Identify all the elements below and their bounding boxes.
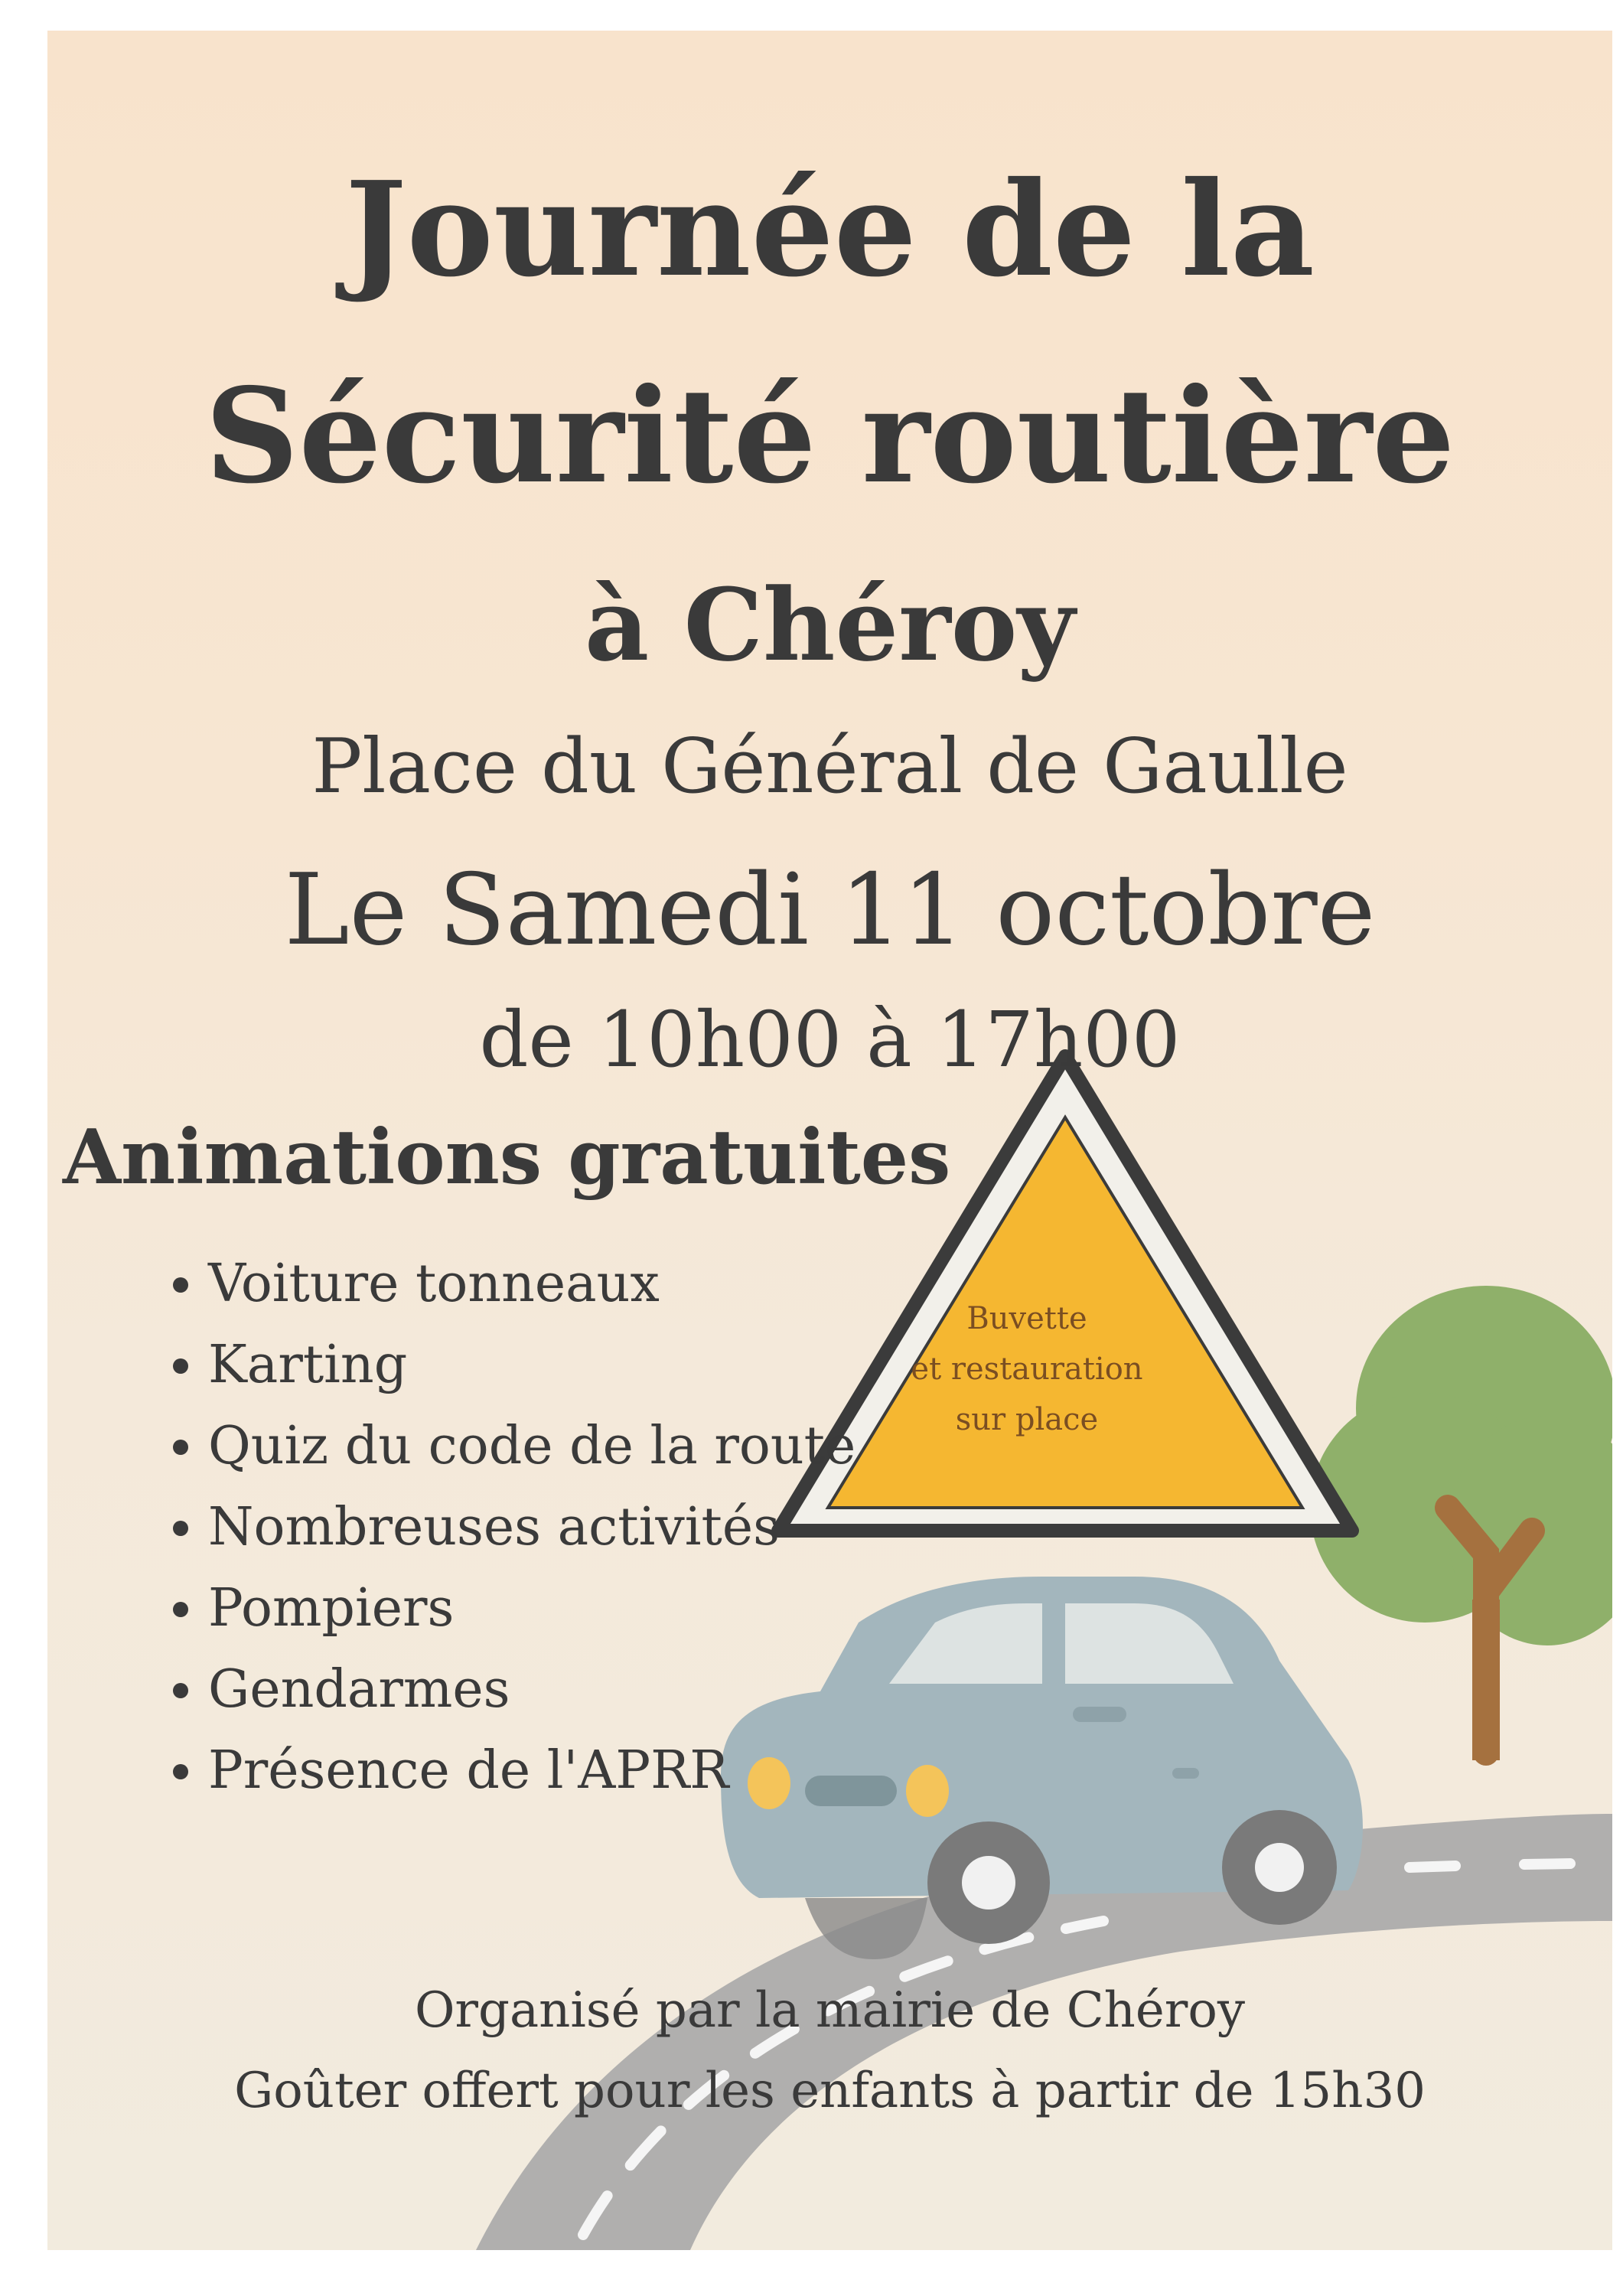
animations-title: Animations gratuites (63, 1114, 951, 1202)
activity-item: Pompiers (109, 1568, 855, 1649)
sign-text (901, 1293, 1153, 1445)
activity-item: Gendarmes (109, 1649, 855, 1730)
sign-line-1: Buvette (966, 1301, 1087, 1336)
event-date: Le Samedi 11 octobre (284, 853, 1376, 967)
title-line-1: Journée de la (344, 153, 1315, 306)
sign-line-2: et restauration (911, 1352, 1143, 1387)
activity-item: Présence de l'APRR (109, 1730, 855, 1812)
activities-list (109, 1244, 855, 1812)
event-hours: de 10h00 à 17h00 (479, 995, 1181, 1084)
event-place: Place du Général de Gaulle (311, 723, 1348, 810)
poster (47, 31, 1612, 2250)
footer-snack: Goûter offert pour les enfants à partir de 15h30 (234, 2063, 1426, 2119)
activity-item: Nombreuses activités (109, 1487, 855, 1568)
activity-item: Voiture tonneaux (109, 1244, 855, 1325)
title-line-2: Sécurité routière (204, 360, 1455, 513)
title-line-3: à Chéroy (585, 566, 1075, 683)
footer-organizer: Organisé par la mairie de Chéroy (414, 1982, 1246, 2039)
activity-item: Karting (109, 1325, 855, 1406)
sign-line-3: sur place (955, 1402, 1099, 1437)
activity-item: Quiz du code de la route (109, 1406, 855, 1487)
